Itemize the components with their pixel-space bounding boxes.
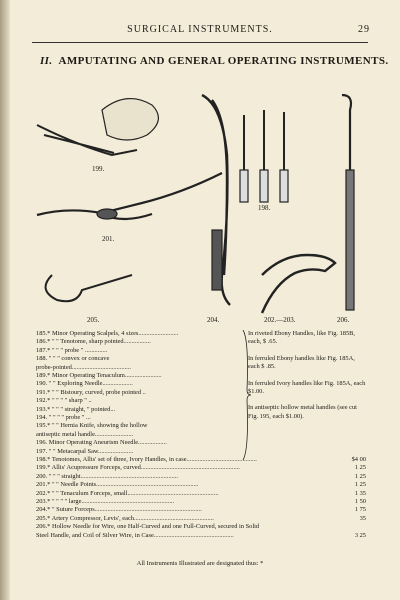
item-text: 201.* " " Needle Points................................................................ bbox=[36, 481, 199, 489]
item-text: 199.* Allis' Acupressure Forceps, curved.............................................................. bbox=[36, 464, 240, 472]
table-row bbox=[36, 473, 366, 481]
item-text: 203.* " " " " large.......................................................... bbox=[36, 498, 175, 506]
handle-note: In riveted Ebony Handles, like Fig. 185B, each, $ .65. bbox=[248, 330, 356, 346]
item-text: 198.* Tenotomes, Allis' set of three, Ivory Handles, in case............................................ bbox=[36, 456, 257, 464]
table-row bbox=[36, 490, 366, 498]
item-price: 1 50 bbox=[354, 498, 366, 506]
list-item: 196. Minor Operating Aneurism Needle.................. bbox=[36, 439, 167, 447]
list-item: 195.* " " Hernia Knife, showing the hollow bbox=[36, 422, 148, 430]
footer-note: All Instruments Illustrated are designated thus: * bbox=[136, 560, 264, 567]
item-text: 204.* " Suture Forceps................................................................... bbox=[36, 506, 202, 514]
list-item: 188. " " " convex or concave bbox=[36, 355, 110, 363]
table-row bbox=[36, 481, 366, 489]
section-number: II. bbox=[40, 55, 53, 67]
section-heading bbox=[40, 55, 389, 67]
handle-options bbox=[248, 330, 368, 429]
list-item: 191.* " " Bistoury, curved, probe pointed .. bbox=[36, 388, 146, 396]
item-price: $4 00 bbox=[351, 456, 366, 464]
table-row bbox=[36, 498, 366, 506]
handle-note: In antiseptic hollow metal handles (see cut Fig. 195, each $1.00). bbox=[248, 404, 357, 420]
running-title: SURGICAL INSTRUMENTS. bbox=[127, 24, 273, 35]
unpriced-list bbox=[36, 330, 246, 456]
forceps-201 bbox=[37, 173, 222, 219]
tenaculum-forceps-202 bbox=[262, 255, 335, 313]
item-price: 1 25 bbox=[354, 472, 366, 480]
item-text: Steel Handle, and Coil of Silver Wire, in Case.................................................. bbox=[36, 531, 234, 539]
header-rule bbox=[32, 42, 368, 43]
list-item: 186.* " " Tenotome, sharp pointed................. bbox=[36, 338, 151, 346]
fig-204-label: 204. bbox=[207, 316, 220, 324]
catalog-listing bbox=[36, 330, 366, 540]
list-item: antiseptic metal handle........................ bbox=[36, 430, 134, 438]
fig-201-label: 201. bbox=[102, 235, 115, 243]
fig-206-label: 206. bbox=[337, 316, 350, 324]
page-header bbox=[30, 24, 370, 42]
item-price: 1 25 bbox=[354, 481, 366, 489]
instrument-engravings bbox=[32, 80, 372, 330]
table-row bbox=[36, 506, 366, 514]
list-item: 187.* " " " probe " .............. bbox=[36, 346, 108, 354]
section-title: AMPUTATING AND GENERAL OPERATING INSTRUMENTS. bbox=[58, 55, 389, 67]
instrument-illustrations bbox=[32, 80, 372, 330]
table-row bbox=[36, 464, 366, 472]
item-text: 205.* Artery Compressor, Levis', each.................................................. bbox=[36, 514, 214, 522]
hand-illustration bbox=[102, 99, 158, 140]
page-number: 29 bbox=[358, 24, 370, 35]
tenotomes-198 bbox=[240, 110, 288, 202]
list-item: 194. " " " " probe " ... bbox=[36, 414, 91, 422]
list-item: 189.* Minor Operating Tenaculum....................... bbox=[36, 372, 162, 380]
list-item: 192.* " " " " sharp " .. bbox=[36, 397, 92, 405]
fig-198-label: 198. bbox=[258, 204, 271, 212]
fig-199-label: 199. bbox=[92, 165, 105, 173]
item-text: 202.* " " Tenaculum Forceps, small......................................................... bbox=[36, 489, 219, 497]
item-price: 35 bbox=[359, 514, 366, 522]
item-text: 206.* Hollow Needle for Wire, one Half-Curved and one Full-Curved, secured in Solid bbox=[36, 523, 260, 531]
list-item: 197. " " Metacarpal Saw...................... bbox=[36, 447, 134, 455]
artery-compressor-205 bbox=[46, 275, 132, 301]
handle-note: In ferruled Ebony handles like Fig. 185A, each $ .85. bbox=[248, 354, 355, 371]
book-spine-shadow bbox=[0, 0, 10, 600]
table-row bbox=[36, 515, 366, 523]
item-price: 1 35 bbox=[354, 489, 366, 497]
item-price: 3 25 bbox=[354, 531, 366, 539]
item-price: 1 75 bbox=[354, 506, 366, 514]
table-row bbox=[36, 523, 366, 531]
fig-205-label: 205. bbox=[87, 316, 100, 324]
item-price: 1 25 bbox=[354, 464, 366, 472]
list-item: 193.* " " " straight, " pointed... bbox=[36, 405, 116, 413]
item-text: 200. " " " straight............................................................. bbox=[36, 472, 179, 480]
priced-list bbox=[36, 456, 366, 540]
list-item: 185.* Minor Operating Scalpels, 4 sizes......................... bbox=[36, 330, 179, 337]
table-row bbox=[36, 456, 366, 464]
handle-note: In ferruled Ivory handles like Fig. 185A, each $1.00. bbox=[248, 379, 366, 396]
list-item: 190. " " Exploring Needle................... bbox=[36, 380, 133, 388]
list-item: probe-pointed..................................... bbox=[36, 363, 131, 371]
fig-202-203-label: 202.—203. bbox=[264, 316, 296, 324]
table-row bbox=[36, 532, 366, 540]
